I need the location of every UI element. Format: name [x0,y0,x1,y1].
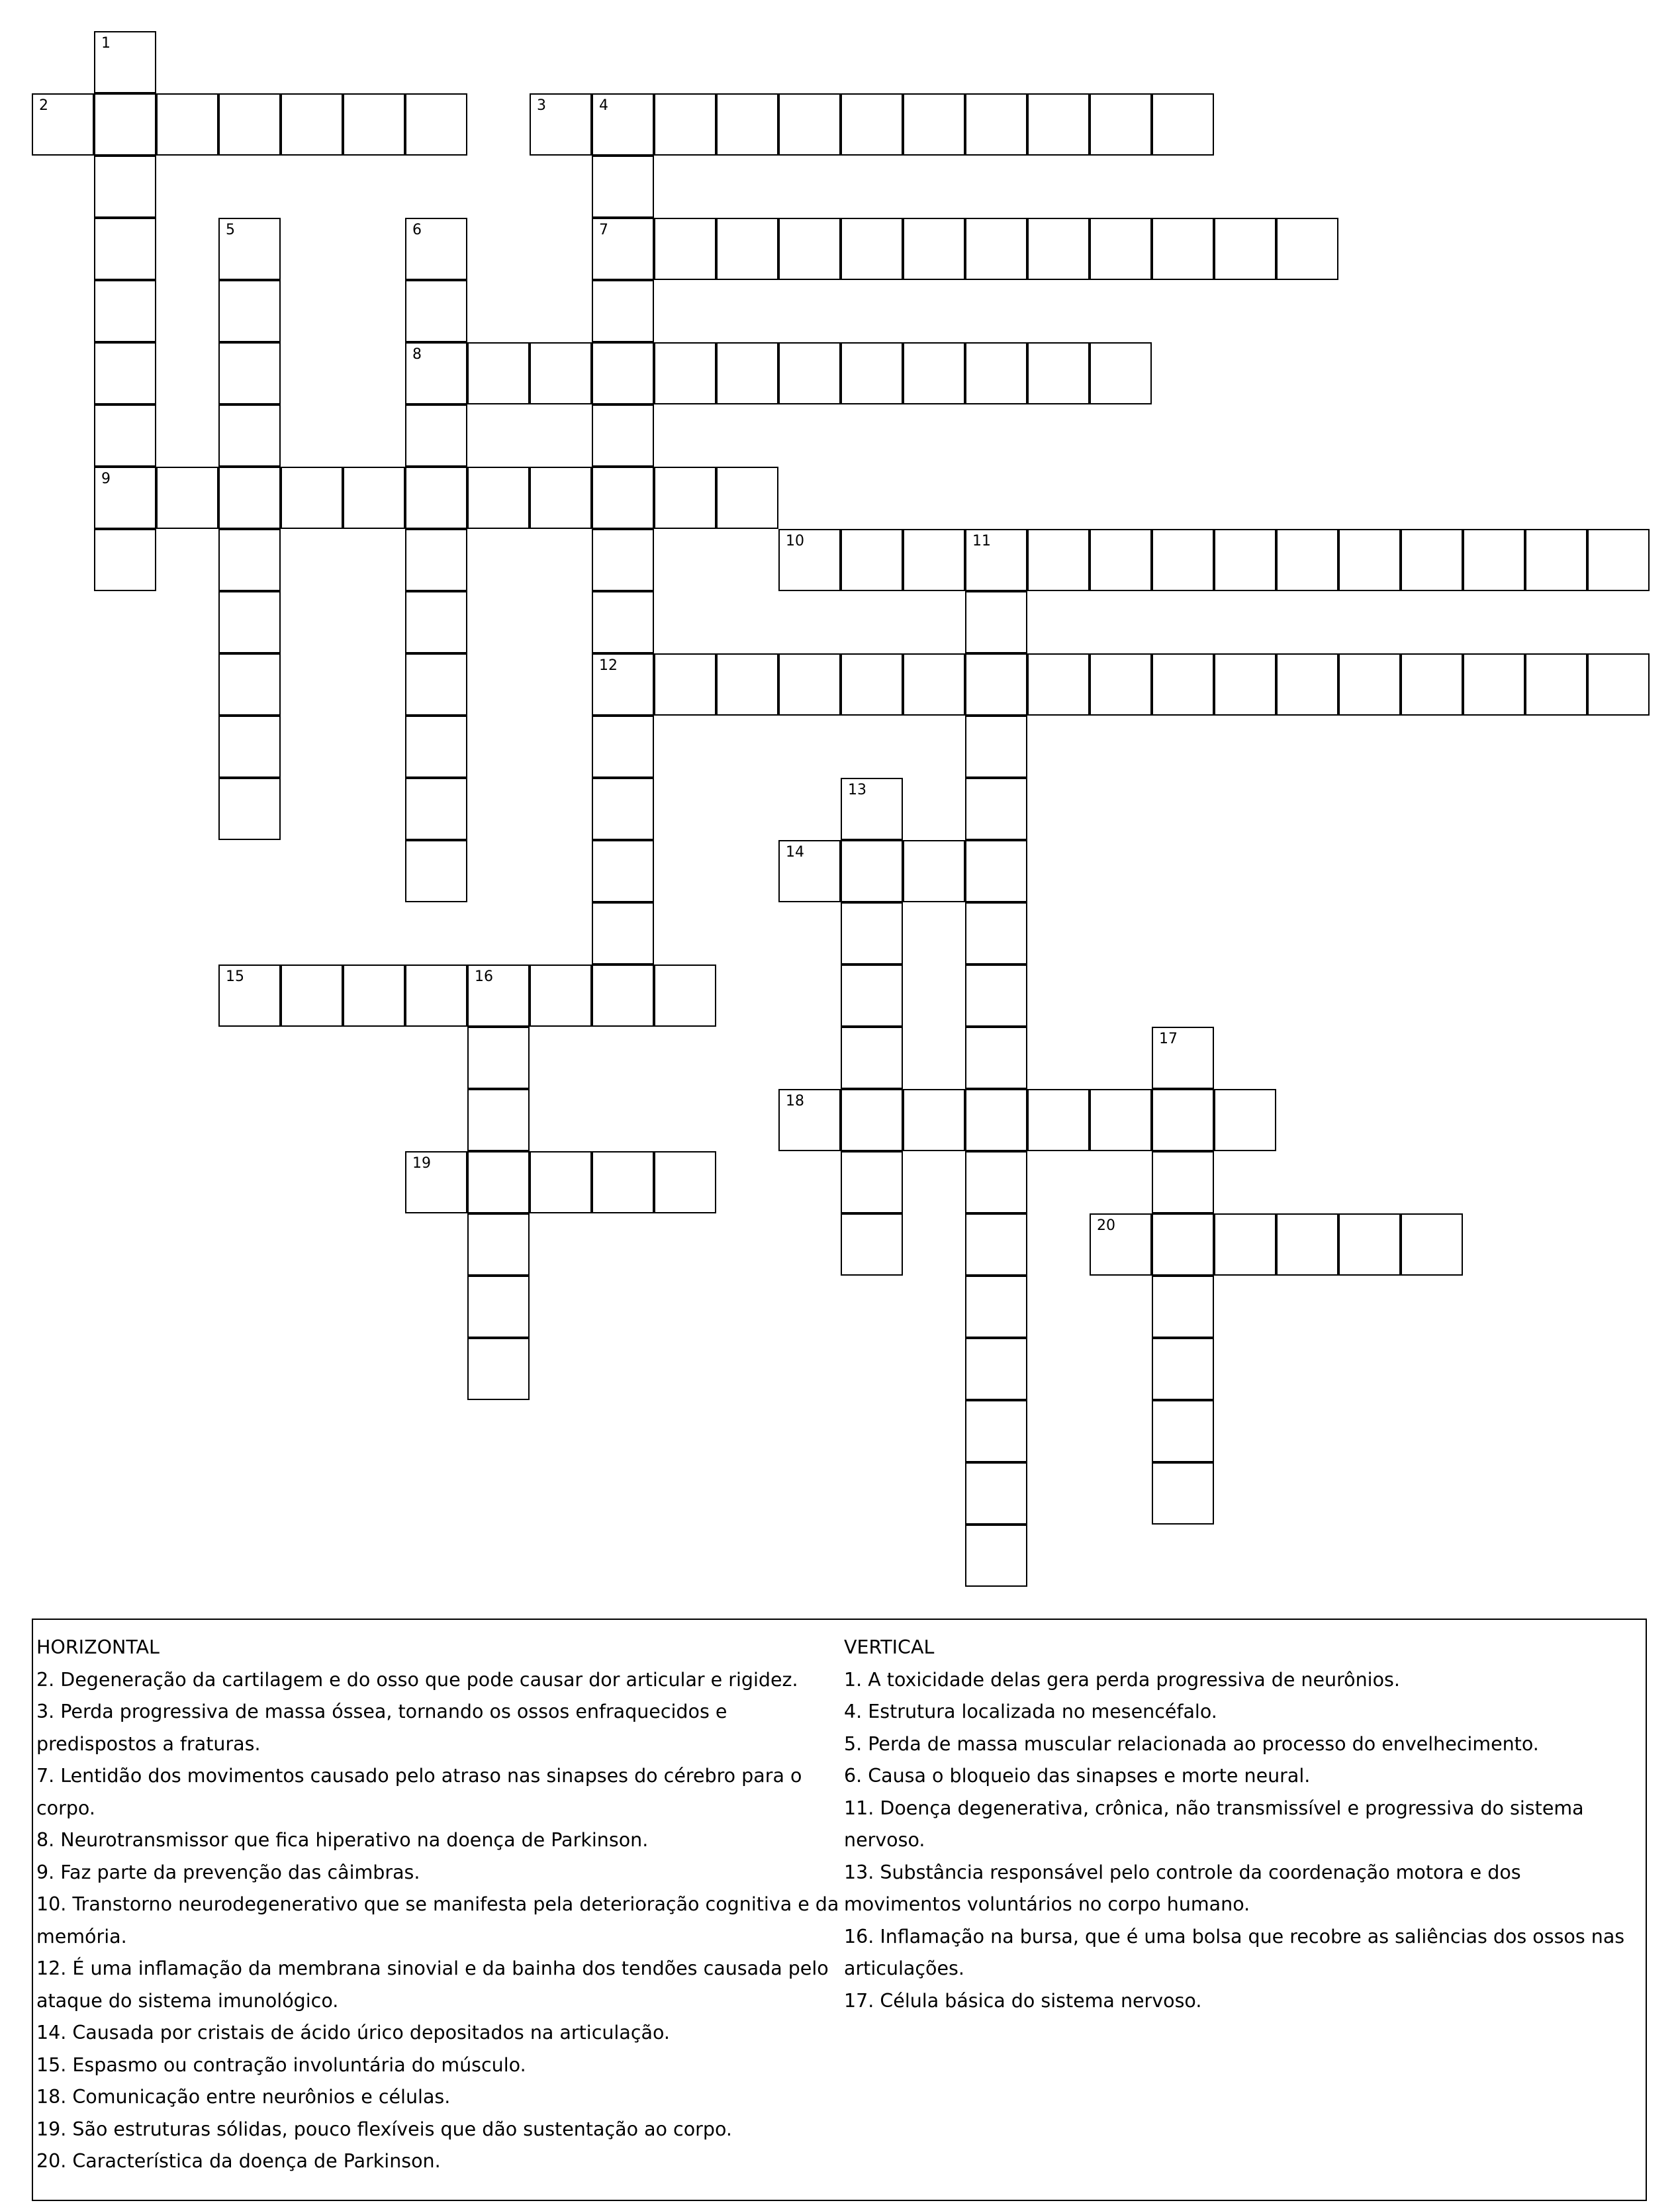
grid-cell[interactable] [530,467,592,529]
grid-cell[interactable] [281,964,343,1027]
grid-cell[interactable] [841,840,903,902]
grid-cell[interactable] [1214,529,1276,591]
grid-cell[interactable] [903,653,965,716]
grid-cell[interactable] [841,1027,903,1089]
horizontal-clue: 2. Degeneração da cartilagem e do osso que pode causar dor articular e rigidez. [36,1668,798,1691]
grid-cell[interactable] [467,964,530,1027]
grid-cell[interactable] [965,1213,1027,1276]
grid-cell[interactable] [1463,529,1525,591]
horizontal-clue: 10. Transtorno neurodegenerativo que se manifesta pela deterioração cognitiva e da memória. [36,1893,839,1948]
grid-cell[interactable] [94,218,156,280]
grid-cell[interactable] [405,653,467,716]
grid-cell[interactable] [1152,1213,1214,1276]
grid-cell[interactable] [841,653,903,716]
grid-cell[interactable] [654,467,716,529]
grid-cell[interactable] [592,218,654,280]
grid-cell[interactable] [1027,653,1090,716]
grid-cell[interactable] [903,93,965,156]
grid-cell[interactable] [654,342,716,404]
grid-cell[interactable] [218,467,281,529]
grid-cell[interactable] [965,1400,1027,1462]
grid-cell[interactable] [467,1089,530,1151]
clue-number: 3 [537,97,546,114]
grid-cell[interactable] [965,840,1027,902]
grid-cell[interactable] [343,964,405,1027]
grid-cell[interactable] [965,93,1027,156]
grid-cell[interactable] [218,778,281,840]
clue-number: 12 [599,657,618,674]
grid-cell[interactable] [1152,1276,1214,1338]
grid-cell[interactable] [965,964,1027,1027]
grid-cell[interactable] [156,93,218,156]
grid-cell[interactable] [405,591,467,653]
grid-cell[interactable] [592,467,654,529]
grid-cell[interactable] [1027,529,1090,591]
grid-cell[interactable] [405,467,467,529]
grid-cell[interactable] [218,218,281,280]
grid-cell[interactable] [841,218,903,280]
grid-cell[interactable] [1152,218,1214,280]
grid-cell[interactable] [467,1151,530,1213]
grid-cell[interactable] [841,902,903,964]
grid-cell[interactable] [841,1089,903,1151]
grid-cell[interactable] [1027,93,1090,156]
clue-number: 10 [786,533,804,549]
grid-cell[interactable] [1338,653,1401,716]
grid-cell[interactable] [1152,1338,1214,1400]
grid-cell[interactable] [903,1089,965,1151]
grid-cell[interactable] [778,840,841,902]
grid-cell[interactable] [965,1027,1027,1089]
grid-cell[interactable] [841,529,903,591]
grid-cell[interactable] [218,93,281,156]
grid-cell[interactable] [716,218,778,280]
grid-cell[interactable] [1090,653,1152,716]
grid-cell[interactable] [1090,218,1152,280]
grid-cell[interactable] [716,653,778,716]
clue-number: 17 [1159,1031,1178,1047]
horizontal-clue: 14. Causada por cristais de ácido úrico depositados na articulação. [36,2022,670,2044]
grid-cell[interactable] [530,1151,592,1213]
grid-cell[interactable] [1214,653,1276,716]
grid-cell[interactable] [405,1151,467,1213]
grid-cell[interactable] [965,902,1027,964]
horizontal-clue: 9. Faz parte da prevenção das câimbras. [36,1861,420,1883]
grid-cell[interactable] [778,653,841,716]
clue-number: 6 [412,222,422,238]
grid-cell[interactable] [1152,1462,1214,1525]
grid-cell[interactable] [1152,653,1214,716]
grid-cell[interactable] [592,93,654,156]
vertical-clue: 17. Célula básica do sistema nervoso. [844,1989,1202,2012]
grid-cell[interactable] [1152,1151,1214,1213]
grid-cell[interactable] [592,653,654,716]
grid-cell[interactable] [841,1151,903,1213]
grid-cell[interactable] [903,218,965,280]
vertical-clue: 16. Inflamação na bursa, que é uma bolsa que recobre as saliências dos ossos nas articulações. [844,1925,1625,1979]
grid-cell[interactable] [218,964,281,1027]
grid-cell[interactable] [654,964,716,1027]
grid-cell[interactable] [467,1338,530,1400]
horizontal-clue: 19. São estruturas sólidas, pouco flexíveis que dão sustentação ao corpo. [36,2118,732,2140]
vertical-heading: VERTICAL [844,1636,935,1658]
grid-cell[interactable] [343,93,405,156]
grid-cell[interactable] [592,1151,654,1213]
grid-cell[interactable] [778,218,841,280]
clue-number: 8 [412,346,422,363]
grid-cell[interactable] [903,840,965,902]
grid-cell[interactable] [716,342,778,404]
grid-cell[interactable] [592,156,654,218]
grid-cell[interactable] [94,156,156,218]
grid-cell[interactable] [592,902,654,964]
grid-cell[interactable] [94,31,156,93]
horizontal-clue: 20. Característica da doença de Parkinson. [36,2150,441,2172]
grid-cell[interactable] [343,467,405,529]
horizontal-clue: 12. É uma inflamação da membrana sinovial e da bainha dos tendões causada pelo ataque do sistema imunológico. [36,1957,829,2012]
grid-cell[interactable] [778,93,841,156]
grid-cell[interactable] [965,591,1027,653]
grid-cell[interactable] [94,280,156,342]
grid-cell[interactable] [156,467,218,529]
grid-cell[interactable] [778,529,841,591]
grid-cell[interactable] [965,1338,1027,1400]
vertical-clue: 6. Causa o bloqueio das sinapses e morte neural. [844,1765,1311,1787]
grid-cell[interactable] [405,716,467,778]
grid-cell[interactable] [965,218,1027,280]
grid-cell[interactable] [1587,529,1650,591]
horizontal-heading: HORIZONTAL [36,1636,160,1658]
grid-cell[interactable] [1027,218,1090,280]
clue-number: 14 [786,844,804,861]
grid-cell[interactable] [716,93,778,156]
grid-cell[interactable] [281,467,343,529]
grid-cell[interactable] [94,529,156,591]
grid-cell[interactable] [965,342,1027,404]
grid-cell[interactable] [405,840,467,902]
grid-cell[interactable] [1401,529,1463,591]
grid-cell[interactable] [654,93,716,156]
grid-cell[interactable] [903,529,965,591]
grid-cell[interactable] [218,404,281,467]
grid-cell[interactable] [94,467,156,529]
vertical-clues [844,1632,1642,2017]
grid-cell[interactable] [1276,218,1338,280]
grid-cell[interactable] [592,964,654,1027]
grid-cell[interactable] [841,778,903,840]
grid-cell[interactable] [1152,529,1214,591]
clue-number: 15 [226,968,244,985]
grid-cell[interactable] [405,778,467,840]
horizontal-clue: 3. Perda progressiva de massa óssea, tornando os ossos enfraquecidos e predispostos a fraturas. [36,1701,727,1755]
grid-cell[interactable] [716,467,778,529]
grid-cell[interactable] [405,404,467,467]
grid-cell[interactable] [965,529,1027,591]
grid-cell[interactable] [654,218,716,280]
grid-cell[interactable] [467,342,530,404]
grid-cell[interactable] [1276,653,1338,716]
clue-number: 20 [1097,1217,1115,1234]
grid-cell[interactable] [1214,1089,1276,1151]
grid-cell[interactable] [94,404,156,467]
grid-cell[interactable] [592,280,654,342]
clue-number: 19 [412,1155,431,1172]
grid-cell[interactable] [1587,653,1650,716]
grid-cell[interactable] [965,1525,1027,1587]
vertical-clue: 13. Substância responsável pelo controle da coordenação motora e dos movimentos voluntários no corpo humano. [844,1861,1521,1915]
grid-cell[interactable] [965,1276,1027,1338]
grid-cell[interactable] [1463,653,1525,716]
clues-box [32,1619,1647,2201]
grid-cell[interactable] [218,280,281,342]
grid-cell[interactable] [405,93,467,156]
grid-cell[interactable] [218,342,281,404]
grid-cell[interactable] [467,467,530,529]
grid-cell[interactable] [405,218,467,280]
grid-cell[interactable] [1525,529,1587,591]
grid-cell[interactable] [965,1462,1027,1525]
grid-cell[interactable] [841,342,903,404]
grid-cell[interactable] [1090,93,1152,156]
grid-cell[interactable] [405,529,467,591]
grid-cell[interactable] [654,1151,716,1213]
clue-number: 5 [226,222,235,238]
clue-number: 4 [599,97,608,114]
grid-cell[interactable] [778,342,841,404]
grid-cell[interactable] [1338,529,1401,591]
grid-cell[interactable] [1152,93,1214,156]
grid-cell[interactable] [1525,653,1587,716]
grid-cell[interactable] [467,1276,530,1338]
clue-number: 11 [972,533,991,549]
grid-cell[interactable] [592,778,654,840]
grid-cell[interactable] [467,1213,530,1276]
grid-cell[interactable] [1214,218,1276,280]
grid-cell[interactable] [1214,1213,1276,1276]
grid-cell[interactable] [1401,653,1463,716]
vertical-clue: 11. Doença degenerativa, crônica, não transmissível e progressiva do sistema nervoso. [844,1797,1584,1851]
grid-cell[interactable] [592,529,654,591]
grid-cell[interactable] [965,653,1027,716]
grid-cell[interactable] [1152,1027,1214,1089]
grid-cell[interactable] [405,342,467,404]
grid-cell[interactable] [218,716,281,778]
grid-cell[interactable] [530,93,592,156]
grid-cell[interactable] [592,716,654,778]
clue-number: 18 [786,1093,804,1109]
grid-cell[interactable] [1090,1213,1152,1276]
clue-number: 1 [101,35,111,52]
grid-cell[interactable] [530,964,592,1027]
grid-cell[interactable] [592,591,654,653]
grid-cell[interactable] [94,342,156,404]
grid-cell[interactable] [405,280,467,342]
vertical-clue: 4. Estrutura localizada no mesencéfalo. [844,1701,1217,1722]
grid-cell[interactable] [1276,529,1338,591]
grid-cell[interactable] [841,964,903,1027]
grid-cell[interactable] [1152,1089,1214,1151]
grid-cell[interactable] [1027,1089,1090,1151]
grid-cell[interactable] [218,529,281,591]
grid-cell[interactable] [592,342,654,404]
grid-cell[interactable] [965,1151,1027,1213]
grid-cell[interactable] [218,653,281,716]
vertical-clue: 5. Perda de massa muscular relacionada ao processo do envelhecimento. [844,1732,1539,1755]
grid-cell[interactable] [405,964,467,1027]
clue-number: 13 [848,782,866,798]
clue-number: 16 [475,968,493,985]
horizontal-clue: 7. Lentidão dos movimentos causado pelo atraso nas sinapses do cérebro para o corpo. [36,1765,802,1819]
horizontal-clue: 18. Comunicação entre neurônios e células. [36,2086,451,2108]
grid-cell[interactable] [1027,342,1090,404]
grid-cell[interactable] [1276,1213,1338,1276]
grid-cell[interactable] [592,404,654,467]
grid-cell[interactable] [32,93,94,156]
grid-cell[interactable] [530,342,592,404]
horizontal-clues [36,1632,847,2178]
grid-cell[interactable] [281,93,343,156]
grid-cell[interactable] [1152,1400,1214,1462]
grid-cell[interactable] [592,840,654,902]
clue-number: 7 [599,222,608,238]
horizontal-clue: 8. Neurotransmissor que fica hiperativo na doença de Parkinson. [36,1829,649,1851]
grid-cell[interactable] [1401,1213,1463,1276]
clue-number: 2 [39,97,48,114]
grid-cell[interactable] [467,1027,530,1089]
grid-cell[interactable] [841,93,903,156]
grid-cell[interactable] [1090,1089,1152,1151]
horizontal-clue: 15. Espasmo ou contração involuntária do músculo. [36,2053,526,2076]
grid-cell[interactable] [903,342,965,404]
grid-cell[interactable] [1338,1213,1401,1276]
grid-cell[interactable] [965,716,1027,778]
grid-cell[interactable] [778,1089,841,1151]
grid-cell[interactable] [965,778,1027,840]
grid-cell[interactable] [1090,529,1152,591]
grid-cell[interactable] [1090,342,1152,404]
grid-cell[interactable] [94,93,156,156]
grid-cell[interactable] [841,1213,903,1276]
grid-cell[interactable] [965,1089,1027,1151]
grid-cell[interactable] [654,653,716,716]
grid-cell[interactable] [218,591,281,653]
clue-number: 9 [101,471,111,487]
vertical-clue: 1. A toxicidade delas gera perda progressiva de neurônios. [844,1668,1400,1691]
